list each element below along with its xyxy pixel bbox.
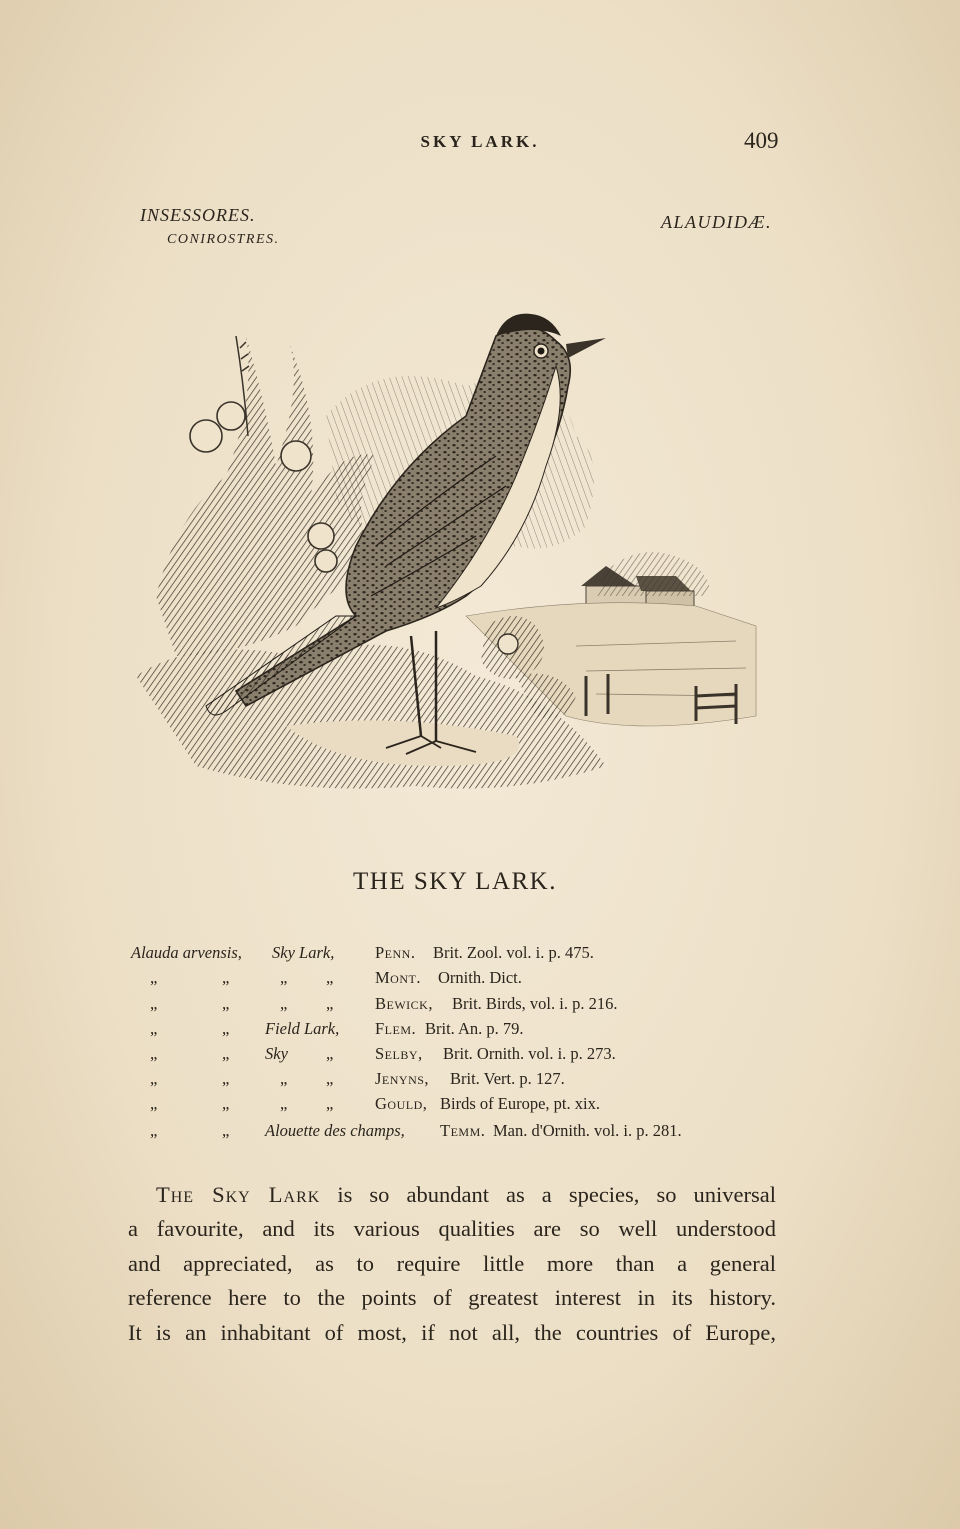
suborder-label: CONIROSTRES. <box>167 232 280 247</box>
synonym-author: Jenyns, <box>375 1069 430 1088</box>
list-item <box>0 1019 960 1043</box>
synonym-genus: „ <box>150 968 158 987</box>
synonym-species: „ <box>222 1069 230 1088</box>
synonym-reference: Brit. Vert. p. 127. <box>450 1069 565 1088</box>
list-item <box>0 1069 960 1093</box>
synonym-species: „ <box>222 968 230 987</box>
synonym-author: Mont. <box>375 968 421 987</box>
synonym-reference: Brit. Ornith. vol. i. p. 273. <box>443 1044 616 1063</box>
synonym-species: „ <box>222 1094 230 1113</box>
synonym-author: Temm. <box>440 1121 486 1140</box>
synonym-reference: Brit. An. p. 79. <box>425 1019 524 1038</box>
synonym-genus: „ <box>150 1019 158 1038</box>
article-title: THE SKY LARK. <box>353 868 557 895</box>
synonym-author: Bewick, <box>375 994 433 1013</box>
synonym-species: „ <box>222 1019 230 1038</box>
synonym-name-ditto: „ <box>326 1044 334 1063</box>
synonym-name-ditto: „ <box>326 1069 334 1088</box>
synonym-author: Gould, <box>375 1094 428 1113</box>
body-line: It is an inhabitant of most, if not all, the countries of Europe, <box>128 1319 776 1345</box>
list-item <box>0 994 960 1018</box>
list-item <box>0 1121 960 1145</box>
synonym-reference: Man. d'Ornith. vol. i. p. 281. <box>493 1121 682 1140</box>
bird-engraving-icon <box>136 296 796 816</box>
body-line: a favourite, and its various qualities are so well understood <box>128 1216 776 1242</box>
synonym-author: Selby, <box>375 1044 423 1063</box>
synonym-name-ditto: „ <box>326 1094 334 1113</box>
body-paragraph <box>128 1178 776 1350</box>
synonym-genus: „ <box>150 1044 158 1063</box>
synonym-reference: Ornith. Dict. <box>438 968 522 987</box>
synonym-name-ditto: „ <box>326 968 334 987</box>
synonym-author: Penn. <box>375 943 416 962</box>
family-label: ALAUDIDÆ. <box>661 212 772 232</box>
synonym-name: Sky Lark, <box>272 943 335 962</box>
synonym-name: „ <box>280 1094 288 1113</box>
synonym-name: Field Lark, <box>265 1019 340 1038</box>
synonym-name: Sky <box>265 1044 288 1063</box>
synonym-name: „ <box>280 968 288 987</box>
list-item <box>0 968 960 992</box>
list-item <box>0 943 960 967</box>
synonym-name-ditto: „ <box>326 994 334 1013</box>
order-label: INSESSORES. <box>140 205 256 225</box>
synonym-reference: Birds of Europe, pt. xix. <box>440 1094 600 1113</box>
body-line: and appreciated, as to require little more than a general <box>128 1250 776 1276</box>
synonym-author: Flem. <box>375 1019 417 1038</box>
synonym-genus: „ <box>150 994 158 1013</box>
synonym-species: „ <box>222 994 230 1013</box>
list-item <box>0 1044 960 1068</box>
synonym-species: „ <box>222 1121 230 1140</box>
list-item <box>0 1094 960 1118</box>
body-lead: The Sky Lark <box>156 1182 321 1207</box>
synonym-species: „ <box>222 1044 230 1063</box>
synonym-name: „ <box>280 1069 288 1088</box>
running-title: SKY LARK. <box>420 132 540 151</box>
synonym-reference: Brit. Birds, vol. i. p. 216. <box>452 994 618 1013</box>
synonym-genus: „ <box>150 1121 158 1140</box>
body-line: reference here to the points of greatest interest in its history. <box>128 1285 776 1311</box>
synonym-reference: Brit. Zool. vol. i. p. 475. <box>433 943 594 962</box>
body-line: The Sky Lark is so abundant as a species, so universal <box>156 1182 776 1207</box>
synonym-genus: „ <box>150 1094 158 1113</box>
synonym-genus: „ <box>150 1069 158 1088</box>
synonym-name: „ <box>280 994 288 1013</box>
page-number: 409 <box>744 128 779 153</box>
synonym-genus: Alauda arvensis, <box>131 943 242 962</box>
synonym-name: Alouette des champs, <box>265 1121 405 1140</box>
